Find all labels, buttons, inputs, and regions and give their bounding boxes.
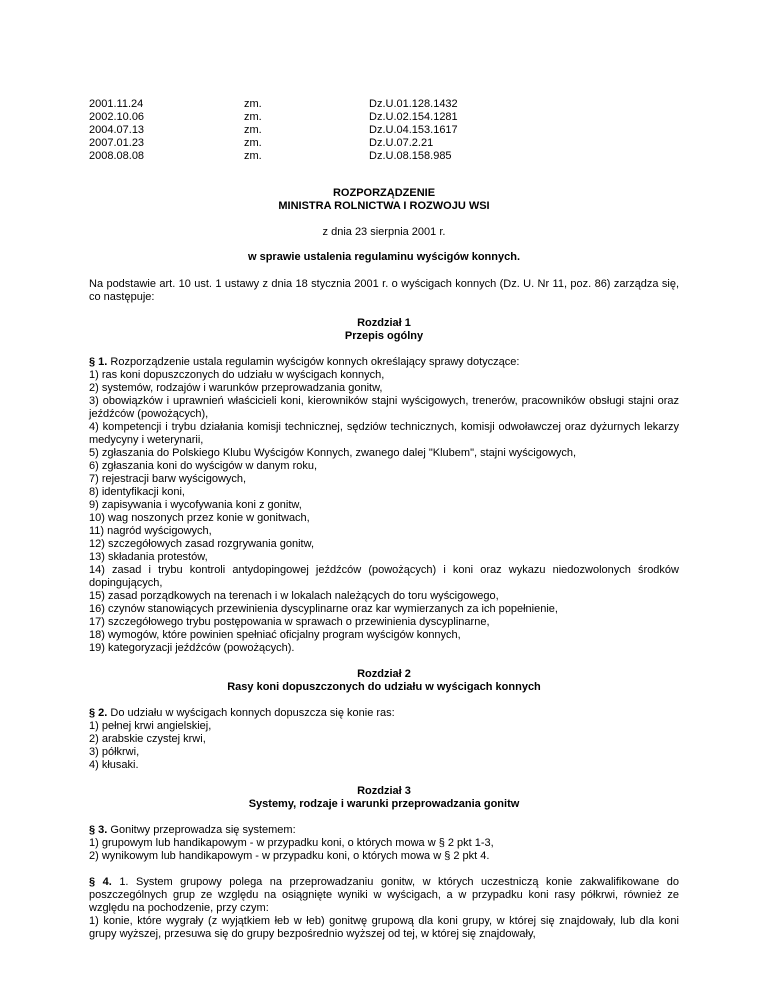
list-item: 2) systemów, rodzajów i warunków przeprowadzania gonitw, bbox=[89, 382, 383, 394]
list-item: 16) czynów stanowiących przewinienia dyscyplinarne oraz kar wymierzanych za ich popełnienie, bbox=[89, 603, 558, 615]
paragraph-intro bbox=[89, 876, 679, 915]
amendment-ref: Dz.U.01.128.1432 bbox=[369, 98, 458, 110]
list-item: 1) grupowym lub handikapowym - w przypadku koni, o których mowa w § 2 pkt 1-3, bbox=[89, 837, 494, 849]
list-item: 6) zgłaszania koni do wyścigów w danym roku, bbox=[89, 460, 318, 472]
list-item: 14) zasad i trybu kontroli antydopingowej jeźdźców (powożących) i koni oraz wykazu niedozwolonych środków dopingujących, bbox=[89, 564, 679, 589]
list-item: 9) zapisywania i wycofywania koni z gonitw, bbox=[89, 499, 302, 511]
list-item: 15) zasad porządkowych na terenach i w lokalach należących do toru wyścigowego, bbox=[89, 590, 499, 602]
paragraph-number: § 3. bbox=[89, 824, 108, 836]
chapter-label: Rozdział 2 bbox=[357, 668, 411, 680]
paragraph-intro bbox=[89, 356, 679, 369]
chapter-title: Systemy, rodzaje i warunki przeprowadzania gonitw bbox=[248, 798, 520, 810]
chapter-title: Przepis ogólny bbox=[344, 330, 424, 342]
chapter-label: Rozdział 3 bbox=[357, 785, 411, 797]
paragraph-text: Do udziału w wyścigach konnych dopuszcza się konie ras: bbox=[107, 707, 395, 719]
amendments-table bbox=[89, 98, 679, 163]
list-item: 1) konie, które wygrały (z wyjątkiem łeb w łeb) gonitwę grupową dla koni grupy, w której się znajdowały, lub dla koni grupy wyższej, przesuwa się do grupy bezpośrednio wyższej od tej, w której się znajdowały, bbox=[89, 915, 679, 940]
chapter-label: Rozdział 1 bbox=[357, 317, 411, 329]
list-item: 3) obowiązków i uprawnień właścicieli koni, kierowników stajni wyścigowych, trenerów, pracowników obsługi stajni oraz jeźdźców (powożących), bbox=[89, 395, 679, 420]
title-line: ROZPORZĄDZENIE bbox=[332, 187, 436, 199]
list-item: 5) zgłaszania do Polskiego Klubu Wyścigów Konnych, zwanego dalej "Klubem", stajni wyścigowych, bbox=[89, 447, 577, 459]
amendment-date: 2002.10.06 bbox=[89, 111, 145, 123]
paragraph-text: Gonitwy przeprowadza się systemem: bbox=[107, 824, 296, 836]
amendment-date: 2001.11.24 bbox=[89, 98, 144, 110]
paragraph-intro bbox=[89, 824, 679, 837]
preamble: Na podstawie art. 10 ust. 1 ustawy z dnia 18 stycznia 2001 r. o wyścigach konnych (Dz. U. Nr 11, poz. 86) zarządza się, co następuje: bbox=[89, 278, 679, 303]
amendment-type: zm. bbox=[244, 150, 262, 162]
list-item: 11) nagród wyścigowych, bbox=[89, 525, 212, 537]
list-item: 4) kompetencji i trybu działania komisji technicznej, sędziów technicznych, komisji odwoławczej oraz dyżurnych lekarzy medycyny i weterynarii, bbox=[89, 421, 679, 446]
list-item: 2) arabskie czystej krwi, bbox=[89, 733, 206, 745]
list-item: 4) kłusaki. bbox=[89, 759, 139, 771]
amendment-date: 2004.07.13 bbox=[89, 124, 145, 136]
amendment-ref: Dz.U.02.154.1281 bbox=[369, 111, 458, 123]
amendment-ref: Dz.U.08.158.985 bbox=[369, 150, 452, 162]
amendment-ref: Dz.U.07.2.21 bbox=[369, 137, 434, 149]
list-item: 18) wymogów, które powinien spełniać oficjalny program wyścigów konnych, bbox=[89, 629, 461, 641]
list-item: 1) ras koni dopuszczonych do udziału w wyścigach konnych, bbox=[89, 369, 385, 381]
list-item: 2) wynikowym lub handikapowym - w przypadku koni, o których mowa w § 2 pkt 4. bbox=[89, 850, 490, 862]
amendment-type: zm. bbox=[244, 137, 262, 149]
amendment-type: zm. bbox=[244, 98, 262, 110]
chapter-3-heading bbox=[89, 785, 679, 811]
chapter-1-heading bbox=[89, 317, 679, 343]
amendment-type: zm. bbox=[244, 111, 262, 123]
title-line: MINISTRA ROLNICTWA I ROZWOJU WSI bbox=[278, 200, 490, 212]
paragraph-number: § 4. bbox=[89, 876, 112, 888]
paragraph-intro bbox=[89, 707, 679, 720]
list-item: 12) szczegółowych zasad rozgrywania gonitw, bbox=[89, 538, 315, 550]
document-title bbox=[89, 187, 679, 213]
paragraph-number: § 1. bbox=[89, 356, 108, 368]
list-item: 7) rejestracji barw wyścigowych, bbox=[89, 473, 247, 485]
document-subject: w sprawie ustalenia regulaminu wyścigów konnych. bbox=[247, 251, 521, 263]
list-item: 19) kategoryzacji jeźdźców (powożących). bbox=[89, 642, 295, 654]
document-date: z dnia 23 sierpnia 2001 r. bbox=[322, 226, 446, 238]
chapter-title: Rasy koni dopuszczonych do udziału w wyścigach konnych bbox=[227, 681, 541, 693]
document-page bbox=[89, 98, 679, 941]
paragraph-1 bbox=[89, 356, 679, 655]
amendment-types bbox=[244, 98, 369, 163]
list-item: 8) identyfikacji koni, bbox=[89, 486, 185, 498]
list-item: 1) pełnej krwi angielskiej, bbox=[89, 720, 212, 732]
paragraph-text: Rozporządzenie ustala regulamin wyścigów konnych określający sprawy dotyczące: bbox=[107, 356, 520, 368]
list-item: 13) składania protestów, bbox=[89, 551, 208, 563]
list-item: 17) szczegółowego trybu postępowania w sprawach o przewinienia dyscyplinarne, bbox=[89, 616, 490, 628]
amendment-ref: Dz.U.04.153.1617 bbox=[369, 124, 458, 136]
paragraph-4 bbox=[89, 876, 679, 941]
amendment-dates bbox=[89, 98, 244, 163]
amendment-refs bbox=[369, 98, 569, 163]
paragraph-3 bbox=[89, 824, 679, 863]
amendment-date: 2008.08.08 bbox=[89, 150, 145, 162]
amendment-type: zm. bbox=[244, 124, 262, 136]
paragraph-text: 1. System grupowy polega na przeprowadzaniu gonitw, w których uczestniczą konie zakwalifikowane do poszczególnych grup ze względu na osiągnięte wyniki w wyścigach, a w przypadku koni rasy półkrwi, również ze względu na pochodzenie, przy czym: bbox=[89, 876, 679, 914]
list-item: 3) półkrwi, bbox=[89, 746, 140, 758]
chapter-2-heading bbox=[89, 668, 679, 694]
amendment-date: 2007.01.23 bbox=[89, 137, 145, 149]
paragraph-number: § 2. bbox=[89, 707, 108, 719]
paragraph-2 bbox=[89, 707, 679, 772]
list-item: 10) wag noszonych przez konie w gonitwach, bbox=[89, 512, 310, 524]
